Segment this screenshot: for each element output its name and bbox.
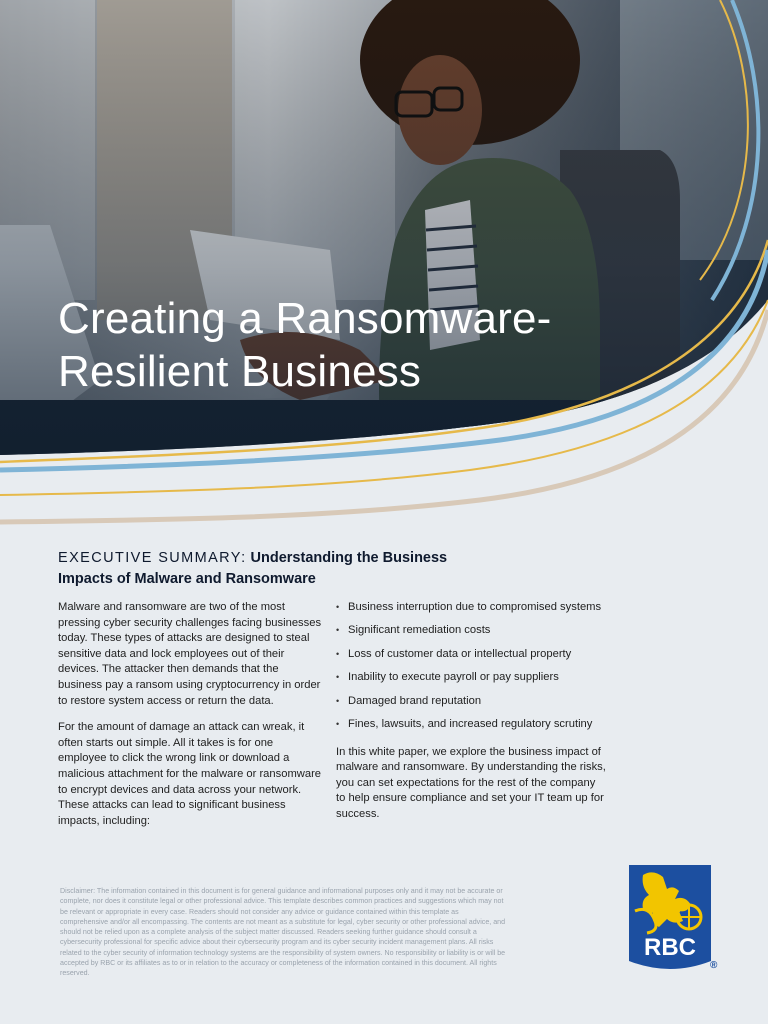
paragraph-intro: Malware and ransomware are two of the most pressing cyber security challenges facing businesses today. These types of attacks are designed to steal sensitive data and lock employees out of their devices. The attacker then demands that the business pay a ransom using cryptocurrency in order to restore system access or return the data.	[58, 601, 322, 707]
list-item: • Significant remediation costs	[336, 623, 606, 639]
body-column-left	[58, 600, 324, 840]
title-line-1: Creating a Ransomware-	[58, 294, 552, 343]
page-title	[58, 292, 618, 398]
logo-wordmark: RBC	[644, 934, 696, 961]
section-title-part-2: Impacts of Malware and Ransomware	[58, 571, 316, 587]
disclaimer: Disclaimer: The information contained in this document is for general guidance and informational purposes only and it may not be accurate or complete, nor does it constitute legal or other professional advice. This template describes common practices and suggestions which may not be relevant or appropriate in every case. Readers should not consider any advice or guidance contained within this template as comprehensive and/or all encompassing. The contents are not meant as a substitute for legal, cyber security or other professional advice, and should not be relied upon as a complete analysis of the subject matter discussed. Readers seeking further guidance should consult a cybersecurity professional for specific advice about their cybersecurity program and its cyber security incident management plans. All risks related to the cyber security of information technology systems are the responsibility of system owners. No responsibility or liability is or will be accepted by RBC or its affiliates as to or in relation to the accuracy or completeness of the information contained in this document. All rights reserved.	[60, 887, 506, 978]
impact-list	[336, 600, 606, 733]
list-item: • Damaged brand reputation	[336, 694, 606, 710]
list-item: • Fines, lawsuits, and increased regulatory scrutiny	[336, 717, 606, 733]
list-item: • Loss of customer data or intellectual property	[336, 647, 606, 663]
paragraph-closing: In this white paper, we explore the business impact of malware and ransomware. By understanding the risks, you can set expectations for the rest of the company to help ensure compliance and set your IT team up for success.	[336, 745, 606, 820]
title-line-2: Resilient Business	[58, 347, 422, 396]
list-item: • Business interruption due to compromised systems	[336, 600, 606, 616]
section-kicker: EXECUTIVE SUMMARY:	[58, 550, 247, 566]
list-item: • Inability to execute payroll or pay suppliers	[336, 670, 606, 686]
rbc-logo	[629, 865, 711, 975]
section-title-part-1: Understanding the Business	[250, 550, 448, 566]
body-column-right	[336, 600, 606, 823]
executive-summary-heading	[58, 548, 478, 590]
registered-mark: ®	[710, 960, 718, 971]
paragraph-attack: For the amount of damage an attack can wreak, it often starts out simple. All it takes is for one employee to click the wrong link or download a malicious attachment for the malware or ransomware to encrypt devices and data across your network. These attacks can lead to significant business impacts, including:	[58, 721, 322, 827]
